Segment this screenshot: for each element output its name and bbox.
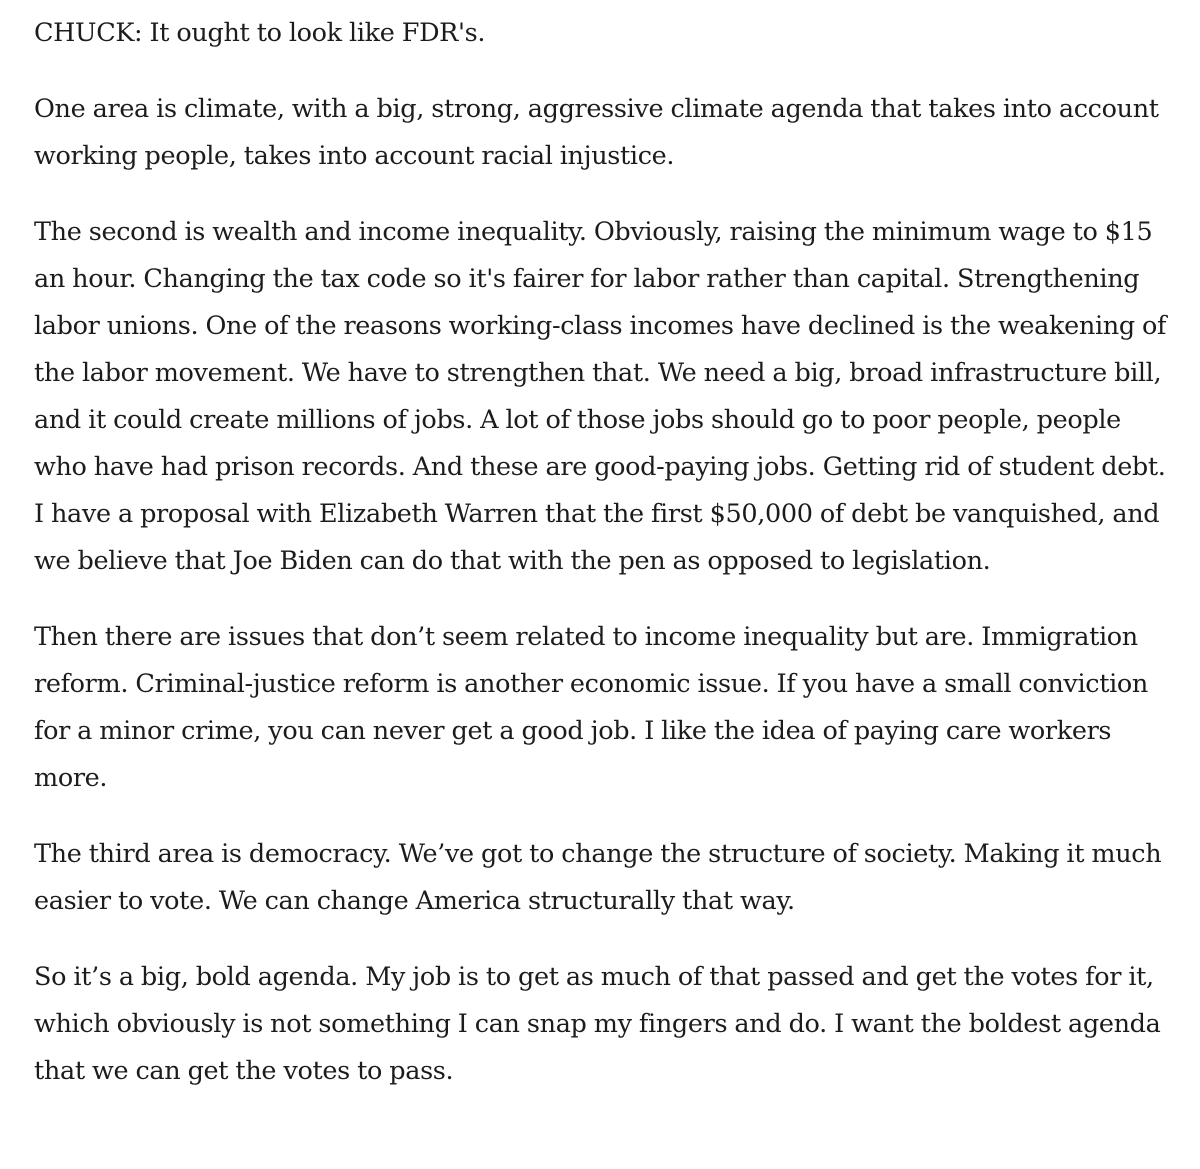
paragraph-related-issues: Then there are issues that don’t seem related to income inequality but are. Immigration reform. Criminal-justice reform is another economic issue. If you have a small conviction for a minor crime, you can never get a good job. I like the idea of paying care workers more. bbox=[34, 622, 1148, 793]
paragraph-bold-agenda: So it’s a big, bold agenda. My job is to get as much of that passed and get the votes for it, which obviously is not something I can snap my fingers and do. I want the boldest agenda that we can get the votes to pass. bbox=[34, 962, 1161, 1086]
paragraph-democracy: The third area is democracy. We’ve got to change the structure of society. Making it much easier to vote. We can change America structurally that way. bbox=[34, 839, 1162, 916]
paragraph-wealth-inequality: The second is wealth and income inequality. Obviously, raising the minimum wage to $15 an hour. Changing the tax code so it's fairer for labor rather than capital. Strengthening labor unions. One of the reasons working-class incomes have declined is the weakening of the labor movement. We have to strengthen that. We need a big, broad infrastructure bill, and it could create millions of jobs. A lot of those jobs should go to poor people, people who have had prison records. And these are good-paying jobs. Getting rid of student debt. I have a proposal with Elizabeth Warren that the first $50,000 of debt be vanquished, and we believe that Joe Biden can do that with the pen as opposed to legislation. bbox=[34, 217, 1167, 576]
paragraph-chuck-fdr: CHUCK: It ought to look like FDR's. bbox=[34, 18, 486, 48]
article-body bbox=[34, 10, 1174, 1095]
paragraph-climate: One area is climate, with a big, strong, aggressive climate agenda that takes into account working people, takes into account racial injustice. bbox=[34, 94, 1159, 171]
